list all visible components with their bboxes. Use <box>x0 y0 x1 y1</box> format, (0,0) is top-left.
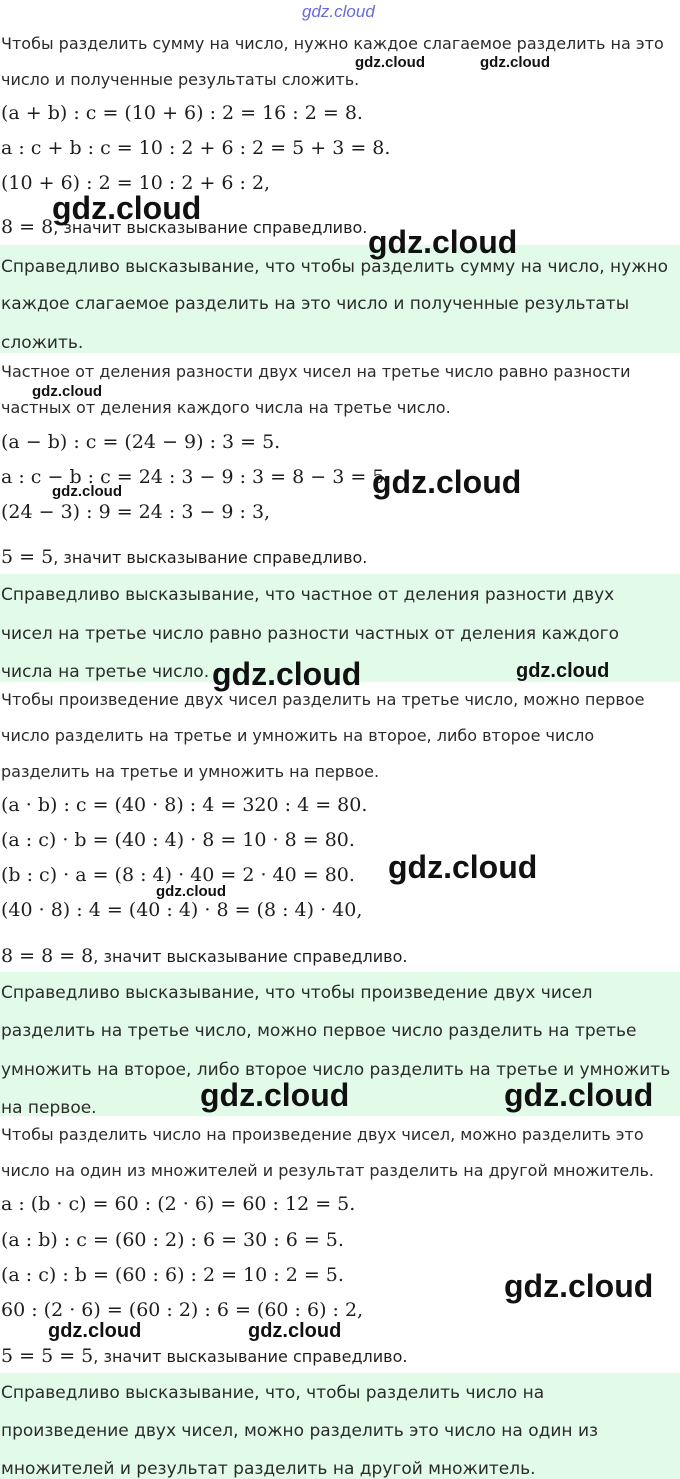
equation: (a : c) : b = (60 : 6) : 2 = 10 : 2 = 5. <box>1 1264 344 1286</box>
equation: (a + b) : c = (10 + 6) : 2 = 16 : 2 = 8. <box>1 102 363 124</box>
conclusion-line: чисел на третье число равно разности частных от деления каждого <box>1 624 620 644</box>
equation: (a : c) · b = (40 : 4) · 8 = 10 · 8 = 80. <box>1 829 355 851</box>
watermark: gdz.cloud <box>212 656 362 692</box>
check-line <box>1 546 367 568</box>
watermark: gdz.cloud <box>504 1268 654 1304</box>
watermark: gdz.cloud <box>52 190 202 226</box>
check-math: 5 = 5 <box>1 546 54 568</box>
equation: 60 : (2 · 6) = (60 : 2) : 6 = (60 : 6) : 2, <box>1 1299 364 1321</box>
equation: (24 − 3) : 9 = 24 : 3 − 9 : 3, <box>1 501 271 523</box>
conclusion-box <box>0 245 680 353</box>
equation: (40 · 8) : 4 = (40 : 4) · 8 = (8 : 4) · 40, <box>1 899 363 921</box>
conclusion-line: умножить на второе, либо второе число разделить на третье и умножить <box>1 1060 671 1080</box>
check-math: 5 = 5 = 5 <box>1 1345 94 1367</box>
equation: a : c + b : c = 10 : 2 + 6 : 2 = 5 + 3 = 8. <box>1 137 391 159</box>
equation: a : c − b : c = 24 : 3 − 9 : 3 = 8 − 3 = 5. <box>1 466 391 488</box>
equation: (10 + 6) : 2 = 10 : 2 + 6 : 2, <box>1 172 271 194</box>
equation: (a · b) : c = (40 · 8) : 4 = 320 : 4 = 80. <box>1 794 368 816</box>
watermark: gdz.cloud <box>52 483 122 500</box>
equation: (a − b) : c = (24 − 9) : 3 = 5. <box>1 431 281 453</box>
check-text: , значит высказывание справедливо. <box>93 1347 408 1366</box>
conclusion-line: Справедливо высказывание, что частное от деления разности двух <box>1 585 615 605</box>
rule-text-line: Частное от деления разности двух чисел на третье число равно разности <box>1 362 631 381</box>
equation: (a : b) : c = (60 : 2) : 6 = 30 : 6 = 5. <box>1 1229 344 1251</box>
watermark: gdz.cloud <box>200 1077 350 1113</box>
conclusion-line: множителей и результат разделить на другой множитель. <box>1 1459 536 1479</box>
rule-text-line: число разделить на третье и умножить на второе, либо второе число <box>1 726 595 745</box>
watermark: gdz.cloud <box>48 1320 142 1342</box>
watermark: gdz.cloud <box>302 2 375 21</box>
watermark: gdz.cloud <box>32 383 102 400</box>
watermark: gdz.cloud <box>248 1320 342 1342</box>
rule-text-line: число на один из множителей и результат разделить на другой множитель. <box>1 1161 654 1180</box>
rule-text-line: частных от деления каждого числа на третье число. <box>1 398 451 417</box>
check-line <box>1 945 407 967</box>
rule-text-line: число и полученные результаты сложить. <box>1 70 360 89</box>
watermark: gdz.cloud <box>480 54 550 71</box>
rule-text-line: Чтобы произведение двух чисел разделить на третье число, можно первое <box>1 690 645 709</box>
check-math: 8 = 8 = 8 <box>1 945 94 967</box>
conclusion-line: Справедливо высказывание, что, чтобы разделить число на <box>1 1383 545 1403</box>
check-text: , значит высказывание справедливо. <box>93 947 408 966</box>
conclusion-line: Справедливо высказывание, что чтобы произведение двух чисел <box>1 983 593 1003</box>
watermark: gdz.cloud <box>156 883 226 900</box>
rule-text-line: разделить на третье и умножить на первое. <box>1 762 380 781</box>
check-text: , значит высказывание справедливо. <box>53 218 368 237</box>
watermark: gdz.cloud <box>504 1077 654 1113</box>
watermark: gdz.cloud <box>516 660 610 682</box>
conclusion-line: произведение двух чисел, можно разделить это число на один из <box>1 1421 599 1441</box>
rule-text-line: Чтобы разделить число на произведение двух чисел, можно разделить это <box>1 1125 644 1144</box>
watermark: gdz.cloud <box>372 464 522 500</box>
conclusion-box <box>0 1373 680 1479</box>
conclusion-line: числа на третье число. <box>1 662 210 682</box>
check-text: , значит высказывание справедливо. <box>53 548 368 567</box>
conclusion-line: сложить. <box>1 333 84 353</box>
watermark: gdz.cloud <box>368 224 518 260</box>
equation: (b : c) · a = (8 : 4) · 40 = 2 · 40 = 80. <box>1 864 355 886</box>
equation: a : (b · c) = 60 : (2 · 6) = 60 : 12 = 5. <box>1 1193 356 1215</box>
check-math: 8 = 8 <box>1 216 54 238</box>
watermark: gdz.cloud <box>388 849 538 885</box>
conclusion-line: каждое слагаемое разделить на это число и полученные результаты <box>1 294 630 314</box>
conclusion-line: разделить на третье число, можно первое число разделить на третье <box>1 1021 637 1041</box>
watermark: gdz.cloud <box>355 54 425 71</box>
rule-text-line: Чтобы разделить сумму на число, нужно каждое слагаемое разделить на это <box>1 34 664 53</box>
conclusion-line: на первое. <box>1 1098 97 1118</box>
check-line <box>1 1345 407 1367</box>
conclusion-line: Справедливо высказывание, что чтобы разделить сумму на число, нужно <box>1 257 669 277</box>
